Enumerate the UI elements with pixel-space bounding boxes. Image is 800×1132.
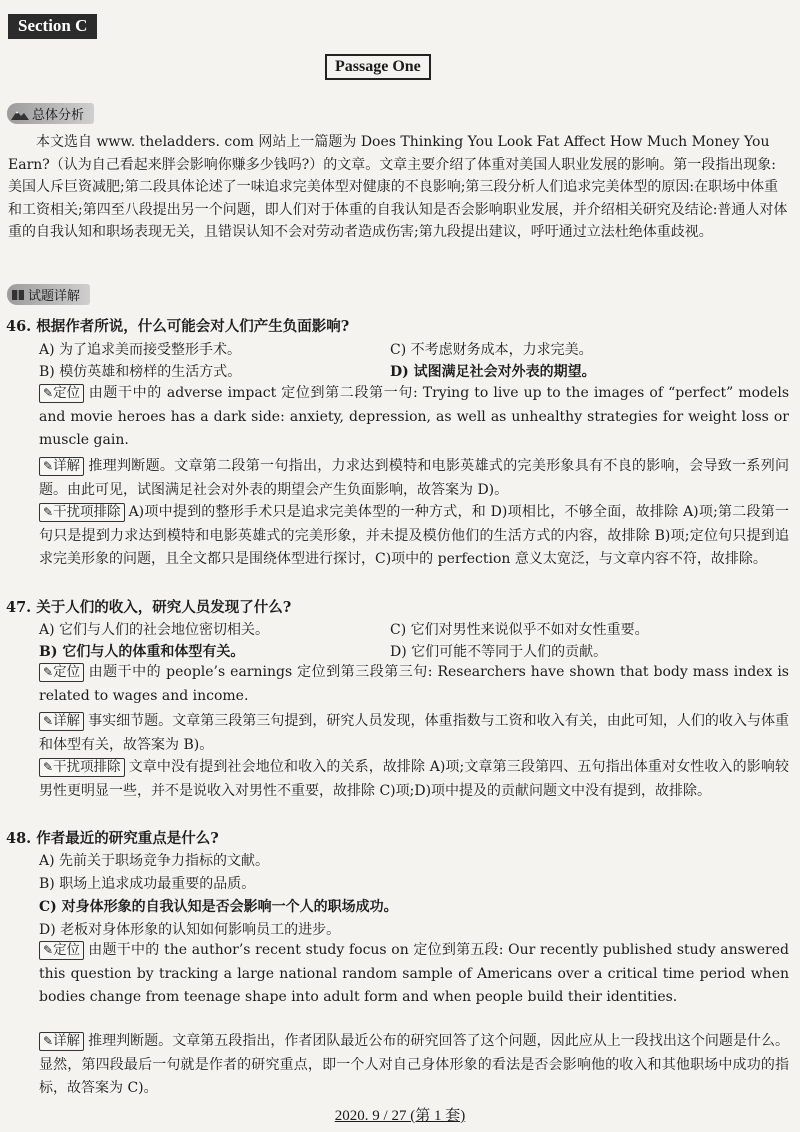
q48-option-c: C) 对身体形象的自我认知是否会影响一个人的职场成功。 (39, 899, 398, 915)
q46-locate (39, 382, 789, 453)
book-icon (11, 289, 25, 301)
locate-box: ✎定位 (39, 941, 84, 960)
q47-distractor (39, 756, 789, 803)
question-stem: 关于人们的收入，研究人员发现了什么? (36, 599, 292, 616)
analysis-tag (7, 284, 90, 305)
overview-label: 总体分析 (32, 108, 85, 123)
explain-box: ✎详解 (39, 457, 84, 476)
q47-option-c: C) 它们对男性来说似乎不如对女性重要。 (390, 622, 649, 638)
section-badge: Section C (8, 14, 97, 39)
q46-explain-text: 推理判断题。文章第二段第一句指出，力求达到模特和电影英雄式的完美形象具有不良的影响，会导致一系列问题。由此可见，试图满足社会对外表的期望会产生负面影响，故答案为 D)。 (39, 458, 789, 498)
q46-distractor-text: A)项中提到的整形手术只是追求完美体型的一种方式，和 D)项相比，不够全面，故排除 A)项;第二段第一句只是提到力求达到模特和电影英雄式的完美形象，并未提及模仿他们的生活方式的内容，故排除 B)项;定位句只提到追求完美形象的问题，且全文都只是围绕体型进行探讨，C)项中的 perfection 意义太宽泛，与文章内容不符，故排除。 (39, 504, 789, 567)
question-46-stem (6, 315, 349, 336)
locate-box: ✎定位 (39, 663, 84, 682)
question-stem: 根据作者所说，什么可能会对人们产生负面影响? (36, 318, 350, 335)
q48-explain-text: 推理判断题。文章第五段指出，作者团队最近公布的研究回答了这个问题，因此应从上一段找出这个问题是什么。显然，第四段最后一句就是作者的研究重点，即一个人对自己身体形象的看法是否会影响他的收入和其他职场中成功的指标，故答案为 C)。 (39, 1033, 789, 1096)
q48-option-b: B) 职场上追求成功最重要的品质。 (39, 876, 256, 892)
q48-explain (39, 1030, 789, 1101)
distractor-box: ✎干扰项排除 (39, 758, 125, 777)
pencil-icon: ✎ (43, 714, 54, 728)
q47-locate-text: 由题干中的 people’s earnings 定位到第三段第三句: Researchers have shown that body mass index is related to wages and income. (39, 664, 789, 704)
q47-option-b: B) 它们与人的体重和体型有关。 (39, 644, 245, 660)
q46-distractor (39, 501, 789, 572)
pencil-icon: ✎ (43, 943, 54, 957)
q46-option-b: B) 模仿英雄和榜样的生活方式。 (39, 364, 242, 380)
analysis-label: 试题详解 (28, 289, 81, 304)
q48-locate (39, 939, 789, 1010)
pencil-icon: ✎ (43, 459, 54, 473)
question-stem: 作者最近的研究重点是什么? (36, 830, 219, 847)
q46-option-d: D) 试图满足社会对外表的期望。 (390, 364, 596, 380)
q46-explain (39, 455, 789, 502)
q46-option-c: C) 不考虑财务成本，力求完美。 (390, 342, 593, 358)
q47-explain-text: 事实细节题。文章第三段第三句提到，研究人员发现，体重指数与工资和收入有关，由此可知，人们的收入与体重和体型有关，故答案为 B)。 (39, 713, 789, 753)
explain-box: ✎详解 (39, 712, 84, 731)
question-number: 46. (6, 318, 32, 335)
pencil-icon: ✎ (43, 665, 54, 679)
page-footer: 2020. 9 / 27 (第 1 套) (334, 1108, 466, 1124)
passage-title: Passage One (325, 54, 431, 80)
question-number: 48. (6, 830, 32, 847)
q47-option-d: D) 它们可能不等同于人们的贡献。 (390, 644, 608, 660)
q47-distractor-text: 文章中没有提到社会地位和收入的关系，故排除 A)项;文章第三段第四、五句指出体重对女性收入的影响较男性更明显一些，并不是说收入对男性不重要，故排除 C)项;D)项中提及的贡献问题文中没有提到，故排除。 (39, 759, 789, 799)
pencil-icon: ✎ (43, 386, 54, 400)
distractor-box: ✎干扰项排除 (39, 503, 125, 522)
locate-box: ✎定位 (39, 384, 84, 403)
explain-box: ✎详解 (39, 1032, 84, 1051)
q47-locate (39, 661, 789, 708)
q47-option-a: A) 它们与人们的社会地位密切相关。 (39, 622, 270, 638)
overview-text: 本文选自 www. theladders. com 网站上一篇题为 Does Thinking You Look Fat Affect How Much Money You Earn?（认为自己看起来胖会影响你赚多少钱吗?）的文章。文章主要介绍了体重对美国人职业发展的影响。第一段指出现象:美国人斥巨资减肥;第二段具体论述了一味追求完美体型对健康的不良影响;第三段分析人们追求完美体型的原因:在职场中体重和工资相关;第四至八段提出另一个问题，即人们对于体重的自我认知是否会影响职业发展，并介绍相关研究及结论:普通人对体重的自我认知和职场表现无关，且错误认知不会对劳动者造成伤害;第九段提出建议，呼吁通过立法杜绝体重歧视。 (8, 134, 788, 240)
question-48-stem (6, 827, 219, 848)
pencil-icon: ✎ (43, 505, 54, 519)
pencil-icon: ✎ (43, 1034, 54, 1048)
overview-tag (7, 103, 94, 124)
q48-option-d: D) 老板对身体形象的认知如何影响员工的进步。 (39, 922, 341, 938)
mountain-icon (11, 108, 29, 120)
q47-explain (39, 710, 789, 757)
question-number: 47. (6, 599, 32, 616)
q48-option-a: A) 先前关于职场竞争力指标的文献。 (39, 853, 270, 869)
pencil-icon: ✎ (43, 760, 54, 774)
q46-locate-text: 由题干中的 adverse impact 定位到第二段第一句: Trying to live up to the images of “perfect” models and movie heroes has a dark side: anxiety, depression, as well as unhealthy strategies for weight loss or muscle gain. (39, 385, 789, 448)
q48-locate-text: 由题干中的 the author’s recent study focus on 定位到第五段: Our recently published study answered this question by tracking a large national random sample of Americans over a critical time period when bodies change from teenage shape into adult form and when people build their identities. (39, 942, 789, 1005)
question-47-stem (6, 596, 291, 617)
q46-option-a: A) 为了追求美而接受整形手术。 (39, 342, 242, 358)
